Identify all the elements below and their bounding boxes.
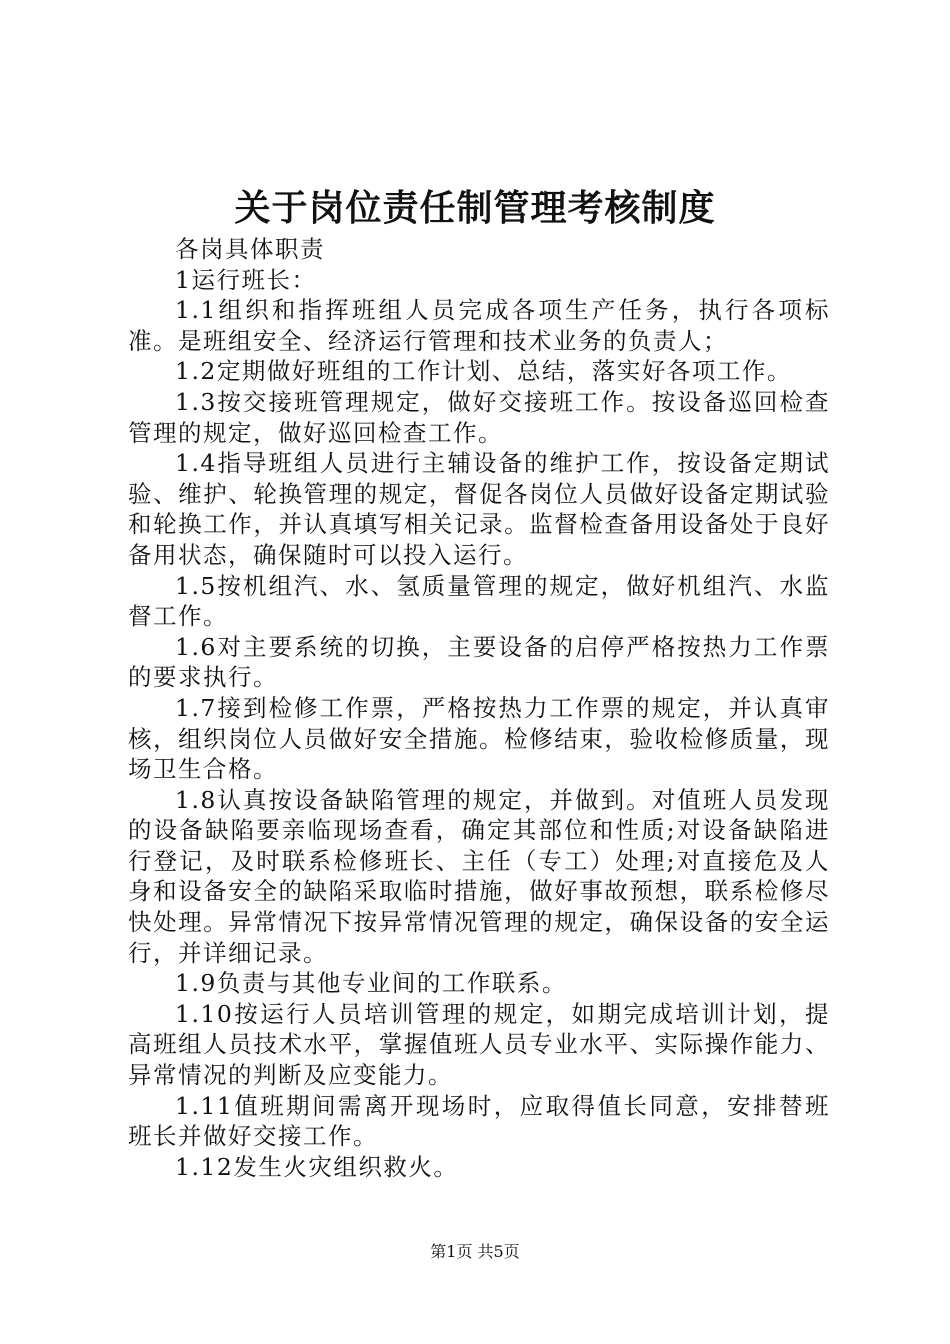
duty-item-1-9: 1.9负责与其他专业间的工作联系。 xyxy=(175,969,567,998)
duty-item-1-4: 1.4指导班组人员进行主辅设备的维护工作，按设备定期试验、维护、轮换管理的规定，督促各岗位人员做好设备定期试验和轮换工作，并认真填写相关记录。监督检查备用设备处于良好备用状态，确保随时可以投入运行。 xyxy=(128,449,830,569)
role-heading: 1运行班长： xyxy=(175,265,317,294)
document-body xyxy=(128,234,830,1182)
duty-item-1-3: 1.3按交接班管理规定，做好交接班工作。按设备巡回检查管理的规定，做好巡回检查工作。 xyxy=(128,387,830,447)
duty-item-1-2: 1.2定期做好班组的工作计划、总结，落实好各项工作。 xyxy=(175,357,792,386)
duty-item-1-5: 1.5按机组汽、水、氢质量管理的规定，做好机组汽、水监督工作。 xyxy=(128,571,830,631)
duty-item-1-10: 1.10按运行人员培训管理的规定，如期完成培训计划，提高班组人员技术水平，掌握值班人员专业水平、实际操作能力、异常情况的判断及应变能力。 xyxy=(128,999,830,1090)
section-heading: 各岗具体职责 xyxy=(175,235,325,263)
duty-item-1-7: 1.7接到检修工作票，严格按热力工作票的规定，并认真审核，组织岗位人员做好安全措施。检修结束，验收检修质量，现场卫生合格。 xyxy=(128,693,830,784)
duty-item-1-11: 1.11值班期间需离开现场时，应取得值长同意，安排替班班长并做好交接工作。 xyxy=(128,1091,830,1151)
document-title: 关于岗位责任制管理考核制度 xyxy=(234,187,716,229)
duty-item-1-1: 1.1组织和指挥班组人员完成各项生产任务，执行各项标准。是班组安全、经济运行管理和技术业务的负责人； xyxy=(128,296,830,355)
duty-item-1-8: 1.8认真按设备缺陷管理的规定，并做到。对值班人员发现的设备缺陷要亲临现场查看，确定其部位和性质;对设备缺陷进行登记，及时联系检修班长、主任（专工）处理;对直接危及人身和设备安全的缺陷采取临时措施，做好事故预想，联系检修尽快处理。异常情况下按异常情况管理的规定，确保设备的安全运行，并详细记录。 xyxy=(128,785,830,967)
duty-item-1-12: 1.12发生火灾组织救火。 xyxy=(175,1152,459,1181)
duty-item-1-6: 1.6对主要系统的切换，主要设备的启停严格按热力工作票的要求执行。 xyxy=(128,632,830,692)
page-footer: 第1页 共5页 xyxy=(430,1242,520,1261)
